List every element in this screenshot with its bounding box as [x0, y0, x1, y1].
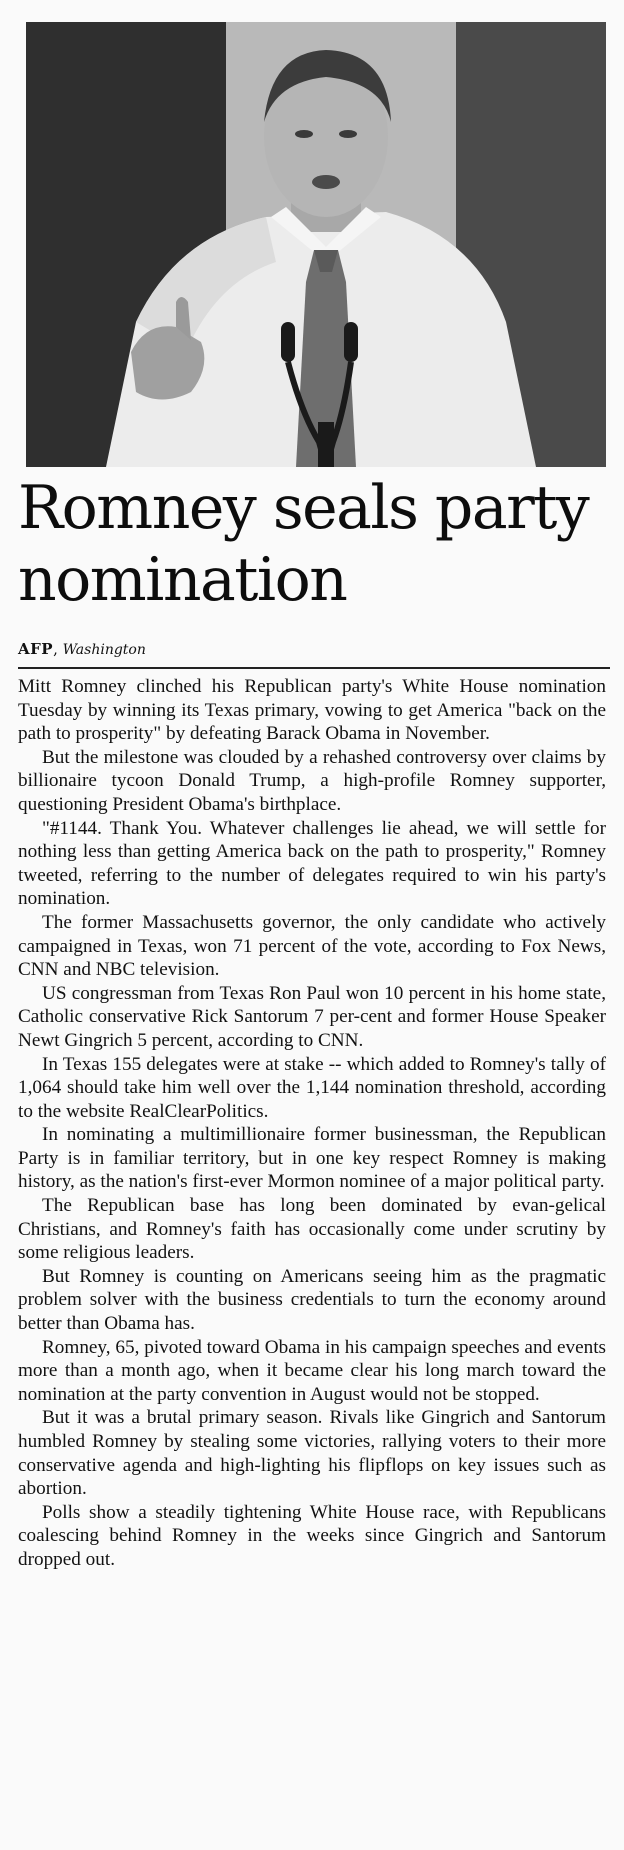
- article-paragraph: In nominating a multimillionaire former businessman, the Republican Party is in familiar territory, but in one key respect Romney is making history, as the nation's first-ever Mormon nominee of a major political party.: [18, 1124, 606, 1193]
- article-dateline: [18, 640, 146, 658]
- article-paragraph: Polls show a steadily tightening White House race, with Republicans coalescing behind Romney in the weeks since Gingrich and Santorum dropped out.: [18, 1501, 606, 1570]
- article-paragraph: But Romney is counting on Americans seeing him as the pragmatic problem solver with the business credentials to turn the economy around better than Obama has.: [18, 1265, 606, 1335]
- dateline-separator: ,: [53, 640, 63, 658]
- article-photo: [26, 22, 606, 467]
- headline-rule: [18, 667, 610, 669]
- article-headline: Romney seals party nomination: [18, 473, 589, 615]
- photo-of-speaker-at-podium-icon: [26, 22, 606, 467]
- article-paragraph: The former Massachusetts governor, the only candidate who actively campaigned in Texas, won 71 percent of the vote, according to Fox News, CNN and NBC television.: [18, 911, 606, 981]
- article-paragraph: The Republican base has long been dominated by evan-gelical Christians, and Romney's faith has occasionally come under scrutiny by some religious leaders.: [18, 1195, 606, 1264]
- article-body: [18, 675, 606, 1572]
- dateline-agency: AFP: [18, 640, 54, 658]
- article-paragraph: Mitt Romney clinched his Republican party's White House nomination Tuesday by winning its Texas primary, vowing to get America "back on the path to prosperity" by defeating Barack Obama in November.: [18, 676, 606, 745]
- article-paragraph: US congressman from Texas Ron Paul won 10 percent in his home state, Catholic conservative Rick Santorum 7 per-cent and former House Speaker Newt Gingrich 5 percent, according to CNN.: [18, 982, 606, 1051]
- article-paragraph: "#1144. Thank You. Whatever challenges lie ahead, we will settle for nothing less than getting America back on the path to prosperity," Romney tweeted, referring to the number of delegates required to win his party's nomination.: [18, 817, 606, 910]
- article-paragraph: But it was a brutal primary season. Rivals like Gingrich and Santorum humbled Romney by stealing some victories, rallying voters to their more conservative agenda and high-lighting his flipflops on key issues such as abortion.: [18, 1407, 606, 1500]
- article-paragraph: Romney, 65, pivoted toward Obama in his campaign speeches and events more than a month ago, when it became clear his long march toward the nomination at the party convention in August would not be stopped.: [18, 1336, 606, 1405]
- article-paragraph: But the milestone was clouded by a rehashed controversy over claims by billionaire tycoon Donald Trump, a high-profile Romney supporter, questioning President Obama's birthplace.: [18, 746, 606, 815]
- dateline-place: Washington: [62, 642, 146, 658]
- article-paragraph: In Texas 155 delegates were at stake -- which added to Romney's tally of 1,064 should take him well over the 1,144 nomination threshold, according to the website RealClearPolitics.: [18, 1053, 606, 1122]
